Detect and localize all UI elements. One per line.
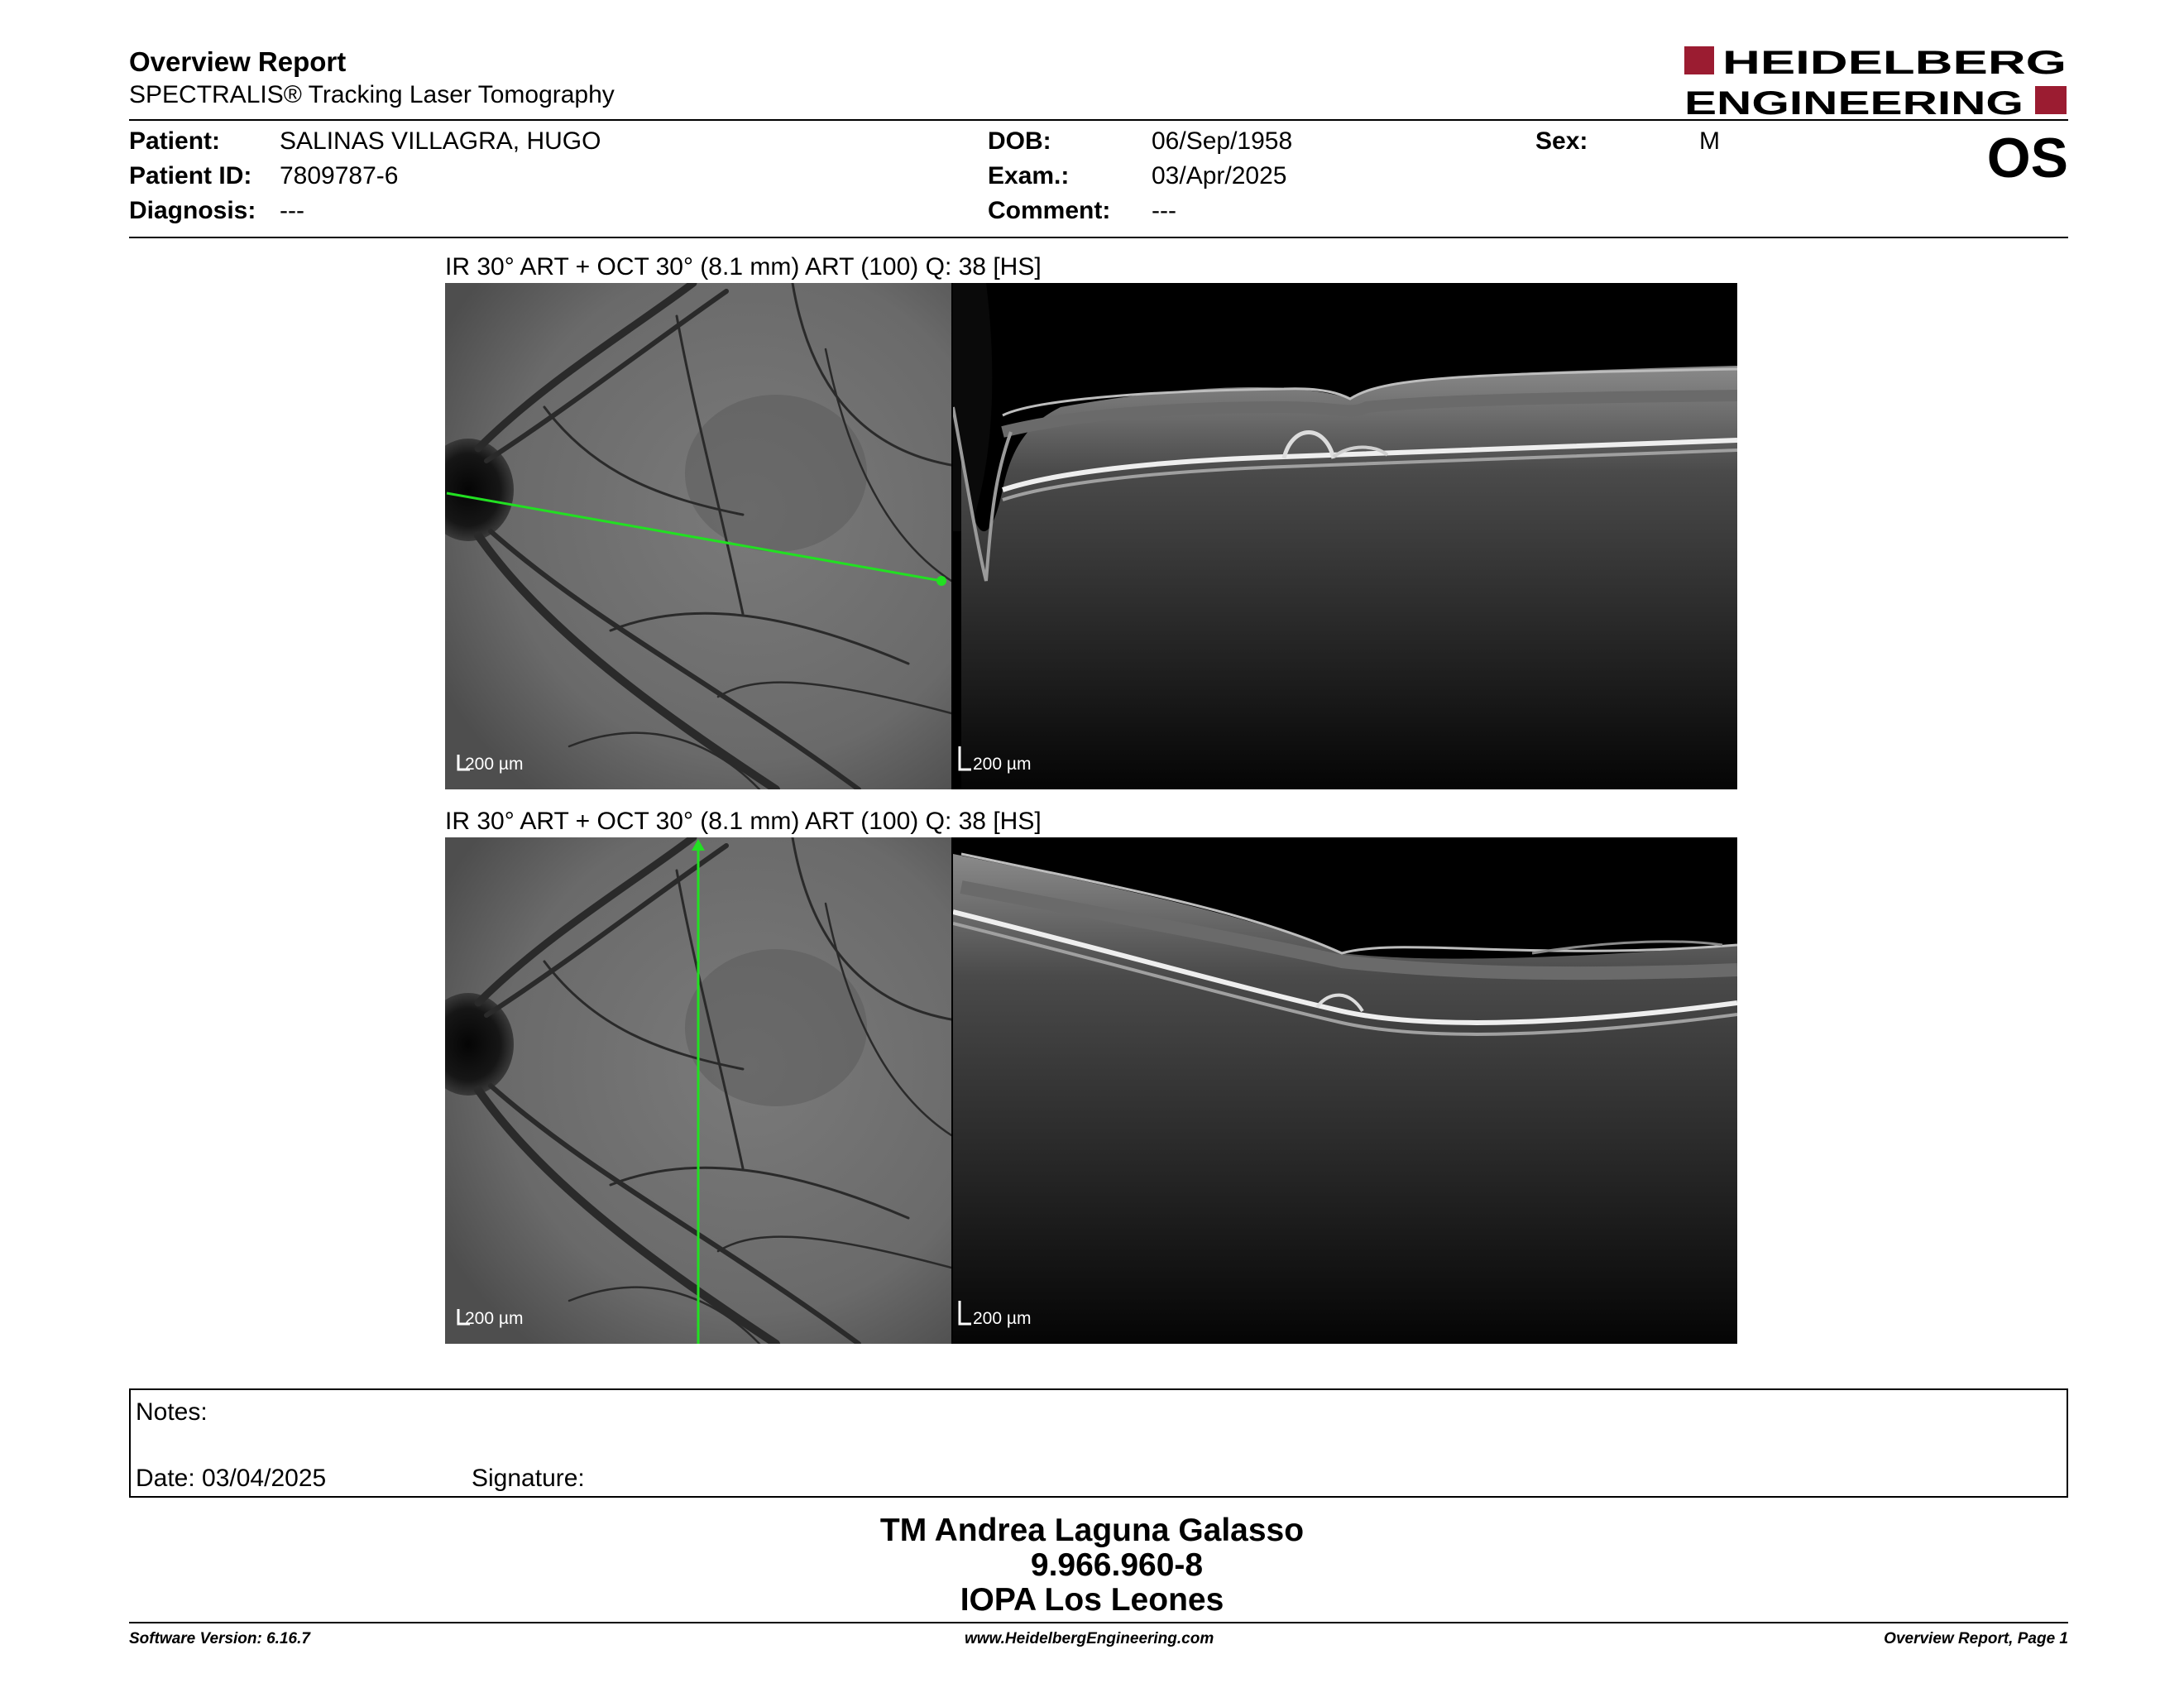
date-label: Date: 03/04/2025: [136, 1465, 327, 1492]
sex-label: Sex:: [1535, 127, 1588, 155]
scan-1-oct-image: [953, 283, 1737, 789]
scan-1-fundus-scale: 200 µm: [465, 755, 524, 774]
scan-1-oct-scale: 200 µm: [973, 755, 1032, 774]
comment-label: Comment:: [988, 197, 1111, 224]
dob-label: DOB:: [988, 127, 1051, 155]
patient-name: SALINAS VILLAGRA, HUGO: [280, 127, 601, 155]
exam-value: 03/Apr/2025: [1152, 162, 1287, 189]
scan-2-oct-image: [953, 837, 1737, 1344]
scan-1-panel: [445, 283, 1737, 789]
scan-2-caption: IR 30° ART + OCT 30° (8.1 mm) ART (100) Q: 38 [HS]: [445, 808, 1042, 835]
report-title: Overview Report: [129, 46, 347, 77]
scan-1-caption: IR 30° ART + OCT 30° (8.1 mm) ART (100) Q: 38 [HS]: [445, 253, 1042, 281]
scan-1-fundus-image: [445, 283, 951, 789]
diagnosis-value: ---: [280, 197, 304, 224]
stamp-rut: 9.966.960-8: [1030, 1547, 1204, 1583]
scan-2-fundus-scale: 200 µm: [465, 1309, 524, 1328]
dob-value: 06/Sep/1958: [1152, 127, 1293, 155]
patient-label: Patient:: [129, 127, 221, 155]
heidelberg-logo: [1684, 45, 2068, 117]
page-label: Overview Report, Page 1: [1884, 1630, 2068, 1647]
software-version: Software Version: 6.16.7: [129, 1630, 310, 1647]
diagnosis-label: Diagnosis:: [129, 197, 256, 224]
header-rule: [129, 119, 2068, 121]
logo-text-1: HEIDELBERG: [1722, 45, 2067, 81]
sex-value: M: [1699, 127, 1720, 155]
notes-box: [129, 1388, 2068, 1498]
scan-2-fundus-image: [445, 837, 951, 1344]
signature-label: Signature:: [472, 1465, 585, 1492]
patient-id: 7809787-6: [280, 162, 399, 189]
notes-label: Notes:: [136, 1398, 208, 1426]
scan-2-oct-scale: 200 µm: [973, 1309, 1032, 1328]
report-subtitle: SPECTRALIS® Tracking Laser Tomography: [129, 81, 615, 108]
footer-rule: [129, 1622, 2068, 1623]
eye-indicator: OS: [1986, 127, 2068, 189]
patient-id-label: Patient ID:: [129, 162, 252, 189]
comment-value: ---: [1152, 197, 1176, 224]
website-link: www.HeidelbergEngineering.com: [965, 1630, 1214, 1647]
stamp-name: TM Andrea Laguna Galasso: [879, 1513, 1305, 1548]
stamp-clinic: IOPA Los Leones: [960, 1582, 1224, 1618]
exam-label: Exam.:: [988, 162, 1070, 189]
patient-rule: [129, 237, 2068, 238]
logo-text-2: ENGINEERING: [1684, 85, 2024, 117]
scan-2-panel: [445, 837, 1737, 1344]
